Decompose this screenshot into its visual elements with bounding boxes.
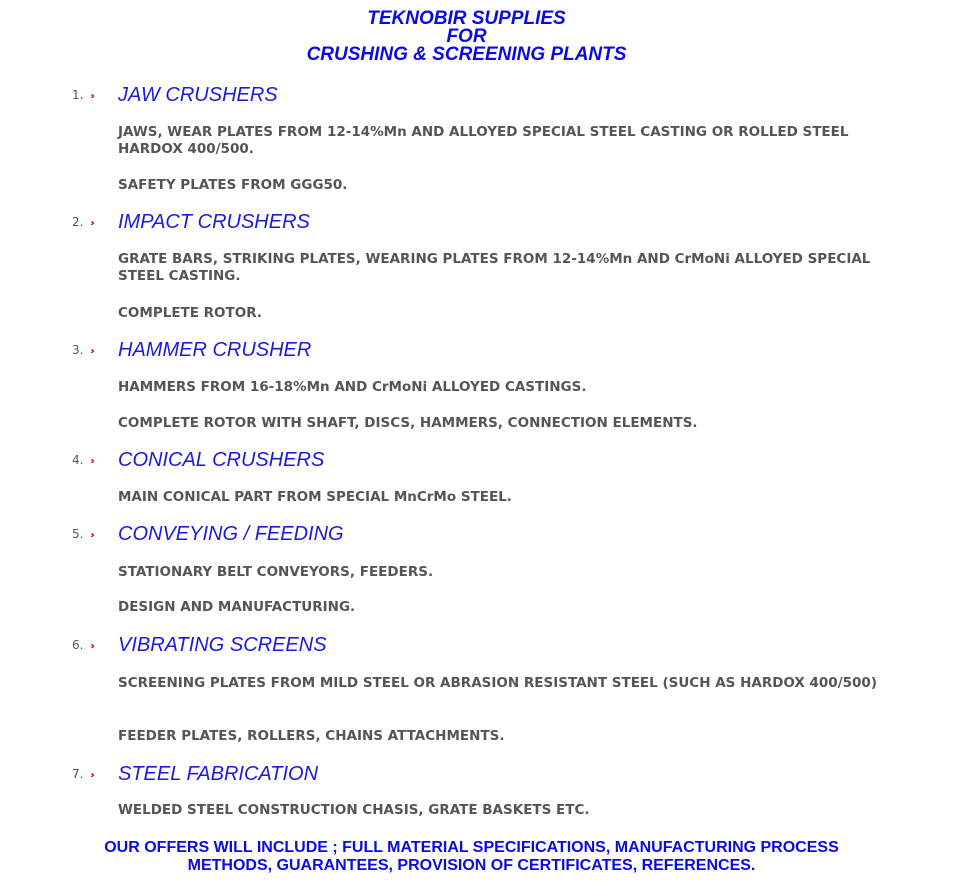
double-chevron-icon: ›› [90,640,92,652]
section-title: IMPACT CRUSHERS [118,210,310,233]
section-heading-jaw-crushers [72,82,278,108]
double-chevron-icon: ›› [90,455,92,467]
section-number: 7. [72,767,84,781]
double-chevron-icon: ›› [90,217,92,229]
footer-line: OUR OFFERS WILL INCLUDE ; FULL MATERIAL SPECIFICATIONS, MANUFACTURING PROCESS [104,839,839,856]
section-heading-vibrating-screens [72,632,327,658]
section-number: 3. [72,343,84,357]
section-number: 1. [72,88,84,102]
section-title: CONICAL CRUSHERS [118,448,325,471]
offers-footer [0,839,943,875]
section-number: 2. [72,215,84,229]
section-title: VIBRATING SCREENS [118,633,327,656]
section-paragraph: FEEDER PLATES, ROLLERS, CHAINS ATTACHMENTS. [118,728,505,744]
section-paragraph: MAIN CONICAL PART FROM SPECIAL MnCrMo STEEL. [118,489,512,505]
section-paragraph: STATIONARY BELT CONVEYORS, FEEDERS. [118,564,434,580]
section-heading-hammer-crusher [72,337,311,363]
section-paragraph: JAWS, WEAR PLATES FROM 12-14%Mn AND ALLOYED SPECIAL STEEL CASTING OR ROLLED STEEL HARDOX 400/500. [118,124,849,157]
section-paragraph: WELDED STEEL CONSTRUCTION CHASIS, GRATE BASKETS ETC. [118,802,590,818]
section-title: HAMMER CRUSHER [118,338,312,361]
footer-line: METHODS, GUARANTEES, PROVISION OF CERTIFICATES, REFERENCES. [187,857,756,874]
double-chevron-icon: ›› [90,345,92,357]
double-chevron-icon: ›› [90,529,92,541]
section-heading-impact-crushers [72,209,310,235]
section-paragraph: SAFETY PLATES FROM GGG50. [118,177,348,193]
section-heading-conveying-feeding [72,521,344,547]
double-chevron-icon: ›› [90,769,92,781]
section-heading-conical-crushers [72,447,324,473]
section-title: STEEL FABRICATION [118,762,319,785]
header-subtitle: CRUSHING & SCREENING PLANTS [306,44,627,65]
header-title: TEKNOBIR SUPPLIES [367,8,566,29]
page-header [0,10,933,64]
section-paragraph: GRATE BARS, STRIKING PLATES, WEARING PLATES FROM 12-14%Mn AND CrMoNi ALLOYED SPECIAL STEEL CASTING. [118,251,871,284]
section-title: CONVEYING / FEEDING [118,522,344,545]
section-number: 6. [72,638,84,652]
section-paragraph: HAMMERS FROM 16-18%Mn AND CrMoNi ALLOYED CASTINGS. [118,379,587,395]
section-paragraph: COMPLETE ROTOR. [118,305,262,321]
section-heading-steel-fabrication [72,761,318,787]
double-chevron-icon: ›› [90,90,92,102]
section-paragraph: COMPLETE ROTOR WITH SHAFT, DISCS, HAMMERS, CONNECTION ELEMENTS. [118,415,698,431]
section-paragraph: DESIGN AND MANUFACTURING. [118,599,356,615]
header-subtitle-for: FOR [446,26,487,47]
section-paragraph: SCREENING PLATES FROM MILD STEEL OR ABRASION RESISTANT STEEL (SUCH AS HARDOX 400/500) [118,675,877,691]
section-number: 5. [72,527,84,541]
section-title: JAW CRUSHERS [118,83,278,106]
section-number: 4. [72,453,84,467]
